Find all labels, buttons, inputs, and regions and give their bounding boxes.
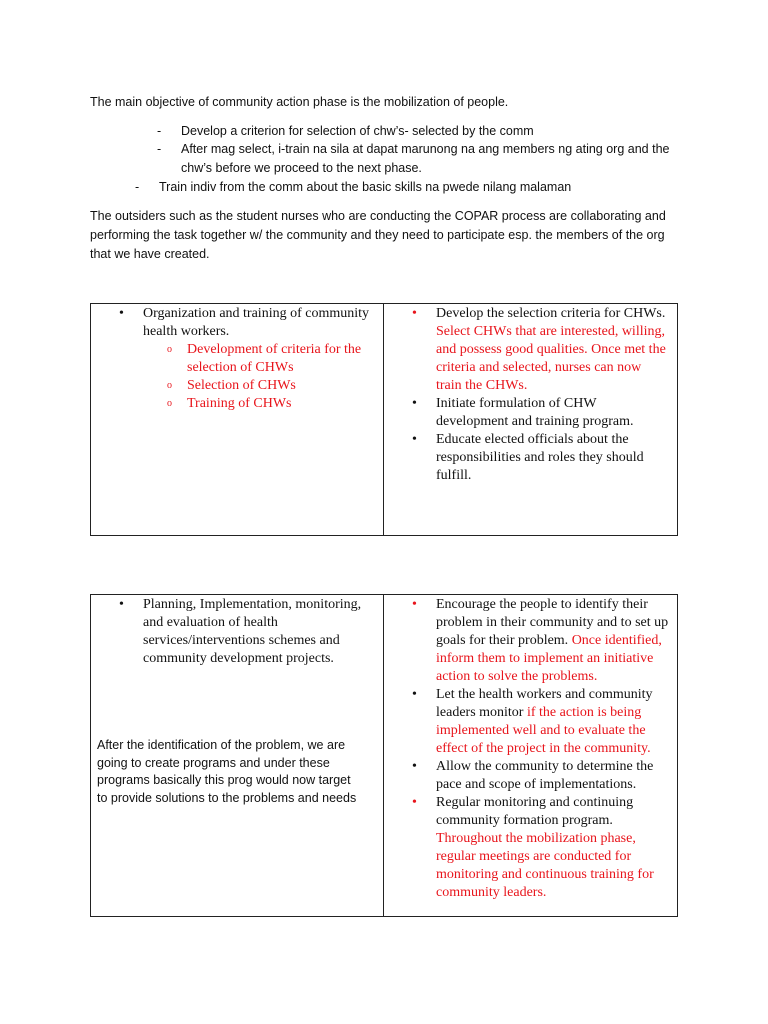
list-item xyxy=(384,794,673,902)
dash-marker: - xyxy=(157,142,162,156)
sub-list-item xyxy=(91,395,383,413)
table-1 xyxy=(90,303,678,536)
list-item-text: Planning, Implementation, monitoring, and evaluation of health services/interventions schemes and community development projects. xyxy=(143,597,362,666)
sub-list-item xyxy=(91,377,383,395)
table2-left-cell xyxy=(91,595,384,917)
circle-bullet-icon: o xyxy=(167,344,172,355)
dash-item-text: After mag select, i-train na sila at dapat marunong na ang members ng ating org and the chw’s before we proceed to the next phase. xyxy=(181,142,670,175)
dash-item-text: Develop a criterion for selection of chw’s- selected by the comm xyxy=(181,124,534,138)
list-item xyxy=(384,431,669,485)
list-item xyxy=(384,305,669,395)
dash-marker: - xyxy=(157,124,162,138)
list-item xyxy=(384,758,673,794)
list-item-text: Allow the community to determine the pace and scope of implementations. xyxy=(436,759,654,792)
bullet-icon: • xyxy=(412,597,417,612)
table-2 xyxy=(90,594,678,917)
left-note: After the identification of the problem, we are going to create programs and under these programs basically this prog would now target to provide solutions to the problems and needs xyxy=(97,738,357,805)
sub-list-item xyxy=(91,341,383,377)
list-item-red-text: Throughout the mobilization phase, regular meetings are conducted for monitoring and continuous training for community leaders. xyxy=(436,831,654,900)
list-item xyxy=(91,596,373,668)
body-paragraph: The outsiders such as the student nurses who are conducting the COPAR process are collaborating and performing the task together w/ the community and they need to participate esp. the members of the org that we have created. xyxy=(90,209,666,261)
bullet-icon: • xyxy=(412,432,417,447)
table2-right-cell xyxy=(384,595,678,917)
sub-item-text: Selection of CHWs xyxy=(187,378,296,393)
dash-item-text: Train indiv from the comm about the basic skills na pwede nilang malaman xyxy=(159,180,572,194)
table1-left-cell xyxy=(91,304,384,536)
bullet-icon: • xyxy=(412,687,417,702)
list-item-text: Organization and training of community health workers. xyxy=(143,306,370,339)
list-item-text: Develop the selection criteria for CHWs. xyxy=(436,306,666,321)
list-item-red-text: Select CHWs that are interested, willing, and possess good qualities. Once met the criteria and selected, nurses can now train the CHWs. xyxy=(436,324,666,393)
bullet-icon: • xyxy=(412,306,417,321)
bullet-icon: • xyxy=(412,396,417,411)
list-item xyxy=(384,395,669,431)
circle-bullet-icon: o xyxy=(167,380,172,391)
bullet-icon: • xyxy=(119,597,124,612)
list-item xyxy=(91,305,383,341)
circle-bullet-icon: o xyxy=(167,398,172,409)
list-item xyxy=(384,596,673,686)
list-item-text: Regular monitoring and continuing community formation program. xyxy=(436,795,634,828)
list-item-text: Educate elected officials about the responsibilities and roles they should fulfill. xyxy=(436,432,644,483)
sub-item-text: Development of criteria for the selection of CHWs xyxy=(187,342,362,375)
list-item-text: Let the health workers and community leaders monitor xyxy=(436,687,653,720)
list-item-text: Encourage the people to identify their problem in their community and to set up goals for their problem. xyxy=(436,597,669,648)
list-item-text: Initiate formulation of CHW development and training program. xyxy=(436,396,634,429)
intro-line: The main objective of community action phase is the mobilization of people. xyxy=(90,95,509,109)
sub-item-text: Training of CHWs xyxy=(187,396,292,411)
bullet-icon: • xyxy=(119,306,124,321)
bullet-icon: • xyxy=(412,795,417,810)
list-item-red-text: if the action is being implemented well and to evaluate the effect of the project in the community. xyxy=(436,705,651,756)
list-item-red-text: Once identified, inform them to implement an initiative action to solve the problems. xyxy=(436,633,662,684)
dash-marker: - xyxy=(135,180,140,194)
list-item xyxy=(384,686,673,758)
table1-right-cell xyxy=(384,304,678,536)
bullet-icon: • xyxy=(412,759,417,774)
